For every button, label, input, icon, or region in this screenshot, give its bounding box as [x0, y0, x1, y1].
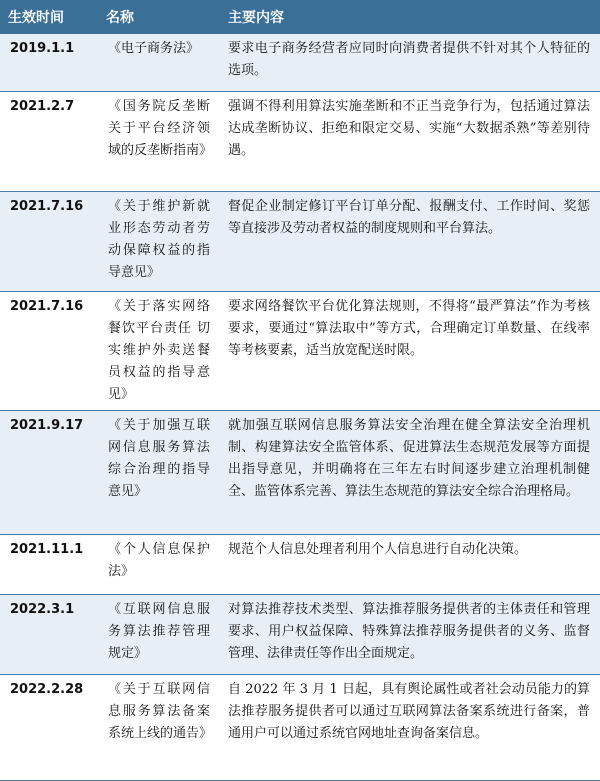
row-name: 《关于落实网络餐饮平台责任 切实维护外卖送餐员权益的指导意见》 [98, 291, 220, 410]
table-row [0, 34, 600, 91]
row-content: 督促企业制定修订平台订单分配、报酬支付、工作时间、奖惩等直接涉及劳动者权益的制度规则和平台算法。 [220, 191, 600, 291]
row-content: 要求电子商务经营者应同时向消费者提供不针对其个人特征的选项。 [220, 34, 600, 91]
row-date: 2021.7.16 [0, 291, 98, 410]
row-date: 2021.7.16 [0, 191, 98, 291]
table-row [0, 534, 600, 594]
row-name: 《关于互联网信息服务算法备案系统上线的通告》 [98, 674, 220, 780]
row-content: 自 2022 年 3 月 1 日起，具有舆论属性或者社会动员能力的算法推荐服务提供者可以通过互联网算法备案系统进行备案，普通用户可以通过系统官网地址查询备案信息。 [220, 674, 600, 780]
row-name: 《个人信息保护法》 [98, 534, 220, 594]
table-row [0, 594, 600, 674]
row-date: 2021.2.7 [0, 91, 98, 191]
row-name: 《关于加强互联网信息服务算法综合治理的指导意见》 [98, 410, 220, 534]
table-body [0, 34, 600, 780]
table-row [0, 410, 600, 534]
row-content: 对算法推荐技术类型、算法推荐服务提供者的主体责任和管理要求、用户权益保障、特殊算法推荐服务提供者的义务、监督管理、法律责任等作出全面规定。 [220, 594, 600, 674]
row-name: 《关于维护新就业形态劳动者劳动保障权益的指导意见》 [98, 191, 220, 291]
header-name: 名称 [98, 0, 220, 34]
row-name: 《互联网信息服务算法推荐管理规定》 [98, 594, 220, 674]
table-row [0, 191, 600, 291]
row-content: 规范个人信息处理者利用个人信息进行自动化决策。 [220, 534, 600, 594]
row-content: 就加强互联网信息服务算法安全治理在健全算法安全治理机制、构建算法安全监管体系、促进算法生态规范发展等方面提出指导意见，并明确将在三年左右时间逐步建立治理机制健全、监管体系完善、算法生态规范的算法安全综合治理格局。 [220, 410, 600, 534]
header-date: 生效时间 [0, 0, 98, 34]
row-content: 要求网络餐饮平台优化算法规则，不得将“最严算法”作为考核要求，要通过“算法取中”等方式，合理确定订单数量、在线率等考核要素，适当放宽配送时限。 [220, 291, 600, 410]
table-row [0, 674, 600, 780]
row-date: 2021.11.1 [0, 534, 98, 594]
row-date: 2022.3.1 [0, 594, 98, 674]
table-row [0, 91, 600, 191]
table-row [0, 291, 600, 410]
row-name: 《国务院反垄断关于平台经济领域的反垄断指南》 [98, 91, 220, 191]
header-row [0, 0, 600, 34]
row-content: 强调不得利用算法实施垄断和不正当竞争行为，包括通过算法达成垄断协议、拒绝和限定交易、实施“大数据杀熟”等差别待遇。 [220, 91, 600, 191]
row-date: 2021.9.17 [0, 410, 98, 534]
table-header [0, 0, 600, 34]
row-name: 《电子商务法》 [98, 34, 220, 91]
header-content: 主要内容 [220, 0, 600, 34]
row-date: 2019.1.1 [0, 34, 98, 91]
row-date: 2022.2.28 [0, 674, 98, 780]
